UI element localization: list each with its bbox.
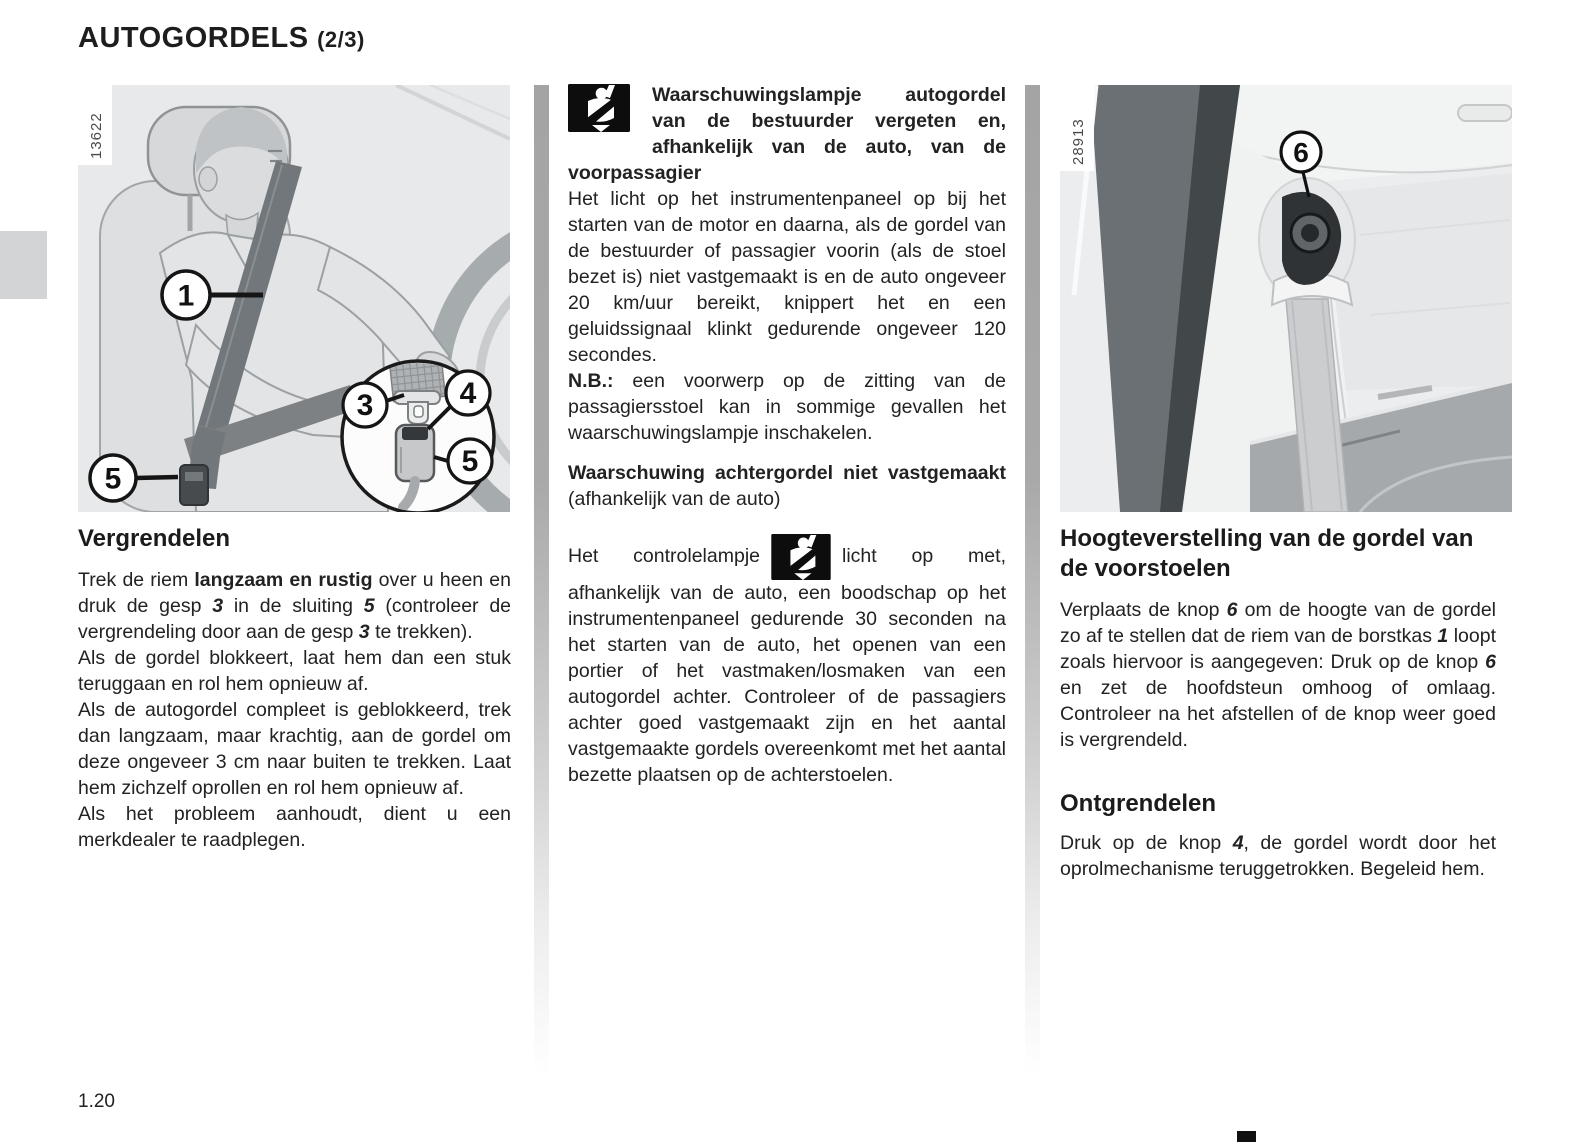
buckle-inset — [342, 358, 494, 512]
lamp-text-before: Het controlelampje — [568, 545, 761, 568]
seatbelt-warning-light-icon — [568, 84, 630, 132]
figure-code: 13622 — [88, 112, 105, 159]
paragraph: Trek de riem langzaam en rustig over u heen en druk de gesp 3 in de sluiting 5 (controleer de vergrendeling door aan de gesp 3 te trekken). — [78, 569, 512, 643]
callout-5-label: 5 — [104, 462, 122, 496]
paragraph-with-indicator — [568, 534, 1006, 788]
callout-5-inset-label: 5 — [461, 445, 479, 478]
page-title-text: AUTOGORDELS — [78, 22, 309, 54]
callout-6-label: 6 — [1293, 137, 1309, 168]
column-separator — [1025, 85, 1040, 1075]
middle-column — [568, 82, 1006, 788]
callout-3-label: 3 — [356, 389, 374, 422]
figure-belt-height-adjuster-photo — [1060, 85, 1512, 512]
paragraph: Druk op de knop 4, de gordel wordt door het oprolmechanisme teruggetrokken. Begeleid hem. — [1060, 832, 1496, 880]
grab-handle — [1458, 105, 1512, 121]
lamp-text-after: licht op met, afhankelijk van de auto, een boodschap op het instrumentenpaneel gedurende 30 seconden na het starten van de auto, het openen van een portier of het vastmaken/losmaken van een autogordel achter. Controleer of de passagiers achter goed vastgemaakt zijn en het aantal vastgemaakte gordels overeenkomt met het aantal bezette plaatsen op de achterstoelen. — [568, 545, 1006, 786]
paragraph-nb: N.B.: een voorwerp op de zitting van de passagiersstoel kan in sommige gevallen het waarschuwingslampje inschakelen. — [568, 370, 1006, 444]
page-title — [78, 22, 365, 55]
paragraph: Als de gordel blokkeert, laat hem dan een stuk teruggaan en rol hem opnieuw af. — [78, 647, 511, 695]
seatbelt-warning-light-icon — [768, 534, 834, 580]
print-registration-mark — [1237, 1131, 1256, 1142]
figure-code: 28913 — [1070, 118, 1087, 165]
callout-1-label: 1 — [177, 279, 195, 313]
page-title-part: (2/3) — [317, 27, 365, 52]
paragraph: Verplaats de knop 6 om de hoogte van de gordel zo af te stellen dat de riem van de borstkas 1 loopt zoals hiervoor is aangegeven: Druk op de knop 6 en zet de hoofdsteun omhoog of omlaag. Controleer na het afstellen of de knop weer goed is vergrendeld. — [1060, 599, 1497, 751]
page-number: 1.20 — [78, 1091, 115, 1112]
paragraph: Als de autogordel compleet is geblokkeerd, trek dan langzaam, maar krachtig, aan de gordel om deze ongeveer 3 cm naar buiten te trekken. Laat hem zichzelf oprollen en rol hem opnieuw af. — [78, 699, 511, 799]
paragraph: Als het probleem aanhoudt, dient u een merkdealer te raadplegen. — [78, 803, 511, 851]
left-column — [78, 524, 511, 853]
figure-seatbelt-illustration — [78, 85, 510, 512]
section-heading-hoogteverstelling: Hoogteverstelling van de gordel van de voorstoelen — [1060, 525, 1474, 582]
column-separator — [534, 85, 549, 1075]
paragraph: Het licht op het instrumentenpaneel op bij het starten van de motor en daarna, als de gordel van de bestuurder of passagier voorin (als de stoel bezet is) niet vastgemaakt is en de auto ongeveer 20 km/uur bereikt, knippert het en een geluidssignaal klinkt gedurende ongeveer 120 secondes. — [568, 188, 1006, 366]
warning-lead-text: Waarschuwingslampje autogordel van de bestuurder vergeten en, afhankelijk van de auto, van de voorpassagier — [568, 84, 1006, 184]
belt-buckle — [180, 465, 208, 505]
sub-warning-heading: Waarschuwing achtergordel niet vastgemaakt (afhankelijk van de auto) — [568, 462, 1006, 510]
section-heading-vergrendelen: Vergrendelen — [78, 525, 231, 552]
callout-4-label: 4 — [459, 377, 477, 410]
chapter-tab-marker — [0, 231, 47, 299]
right-column — [1060, 524, 1496, 882]
section-heading-ontgrendelen: Ontgrendelen — [1060, 790, 1217, 817]
